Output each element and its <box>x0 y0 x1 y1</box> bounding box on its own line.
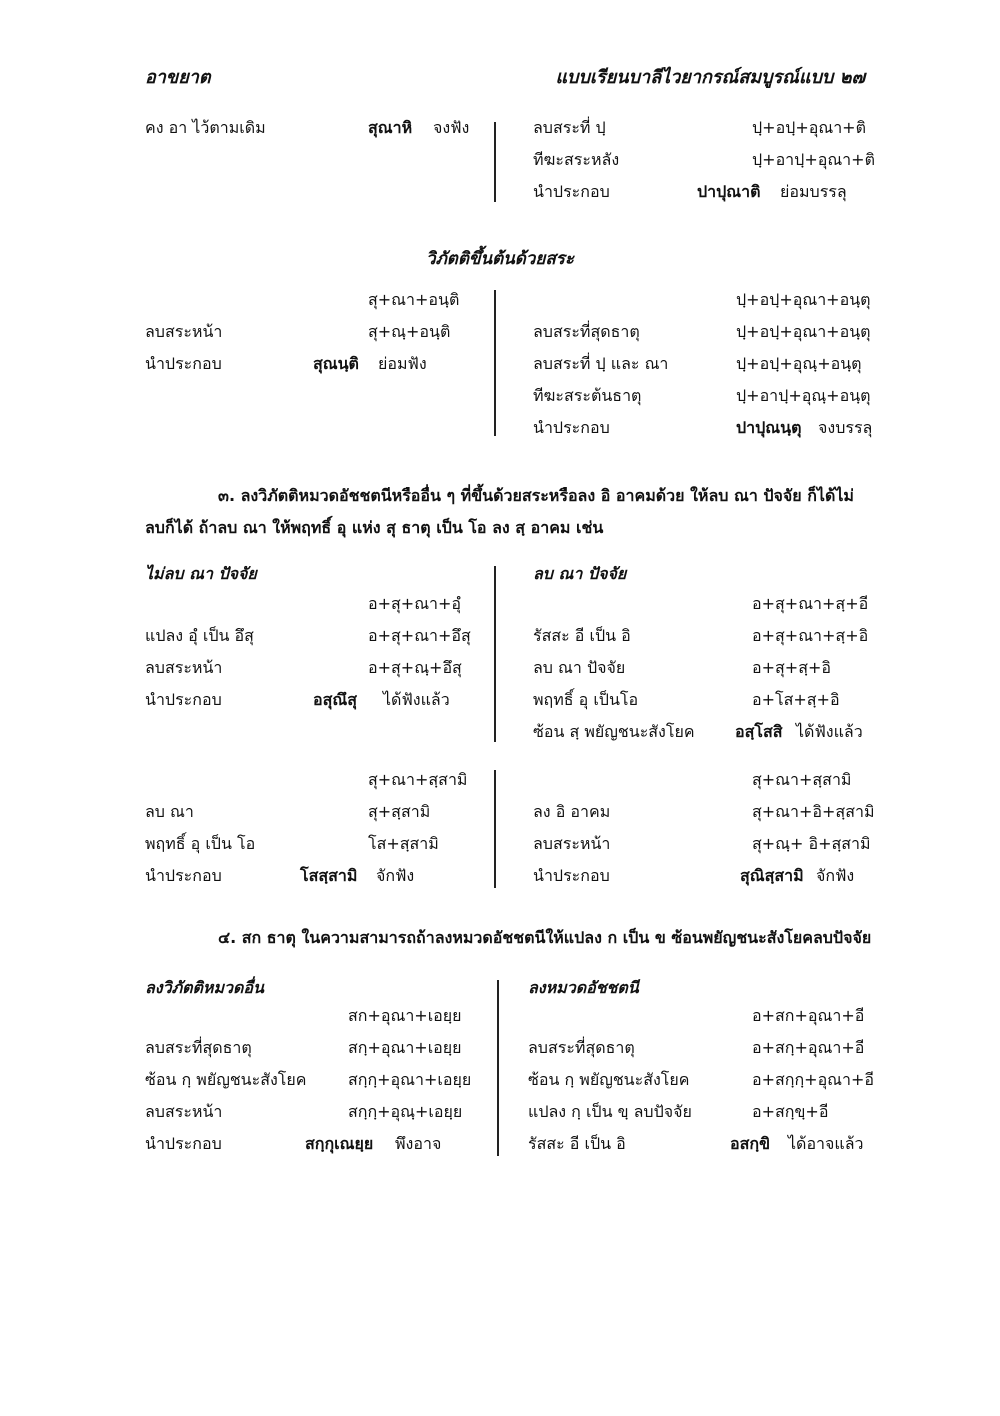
row-label: ทีฆะสระต้นธาตุ <box>533 386 642 405</box>
row-label: คง อา ไว้ตามเดิม <box>145 118 266 137</box>
formula: สุ+ณฺ+ อิ+สฺสามิ <box>752 834 871 853</box>
row-label: พฤทธิ์ อุ เป็นโอ <box>533 690 639 709</box>
row-label: ลบสระหน้า <box>145 658 223 677</box>
formula: ปฺ+อปฺ+อุณา+อนฺตุ <box>736 290 871 309</box>
formula: อ+สุ+ณา+อึสุ <box>368 626 471 645</box>
row-label: นำประกอบ <box>533 866 610 885</box>
running-head-left: อาขยาต <box>145 67 211 88</box>
row-label: นำประกอบ <box>533 418 610 437</box>
column-heading: ลงวิภัตติหมวดอื่น <box>145 978 264 997</box>
row-label: นำประกอบ <box>145 690 222 709</box>
formula: สกฺกฺ+อุณฺ+เอยฺย <box>348 1102 463 1121</box>
column-heading: ลบ ณา ปัจจัย <box>533 564 627 583</box>
result-meaning: จงบรรลุ <box>818 418 873 437</box>
formula: อ+สกฺ+อุณา+อี <box>752 1038 865 1057</box>
result-meaning: จงฟัง <box>433 118 470 137</box>
column-divider <box>497 980 499 1156</box>
formula: สุ+ณา+อิ+สฺสามิ <box>752 802 875 821</box>
row-label: แปลง กฺ เป็น ขฺ ลบปัจจัย <box>528 1102 692 1121</box>
formula: สุ+ณา+สฺสามิ <box>368 770 468 789</box>
result-word: สุณนฺติ <box>313 354 359 373</box>
row-label: ลบสระที่ ปฺ <box>533 118 606 137</box>
row-label: รัสสะ อี เป็น อิ <box>533 626 631 645</box>
row-label: ลบสระหน้า <box>145 1102 223 1121</box>
row-label: พฤทธิ์ อุ เป็น โอ <box>145 834 256 853</box>
formula: อ+สุ+ณฺ+อึสุ <box>368 658 462 677</box>
row-label: ลง อิ อาคม <box>533 802 611 821</box>
result-meaning: ได้ฟังแล้ว <box>796 722 863 741</box>
row-label: นำประกอบ <box>145 866 222 885</box>
rule-paragraph-line1: ๓. ลงวิภัตติหมวดอัชชตนีหรืออื่น ๆ ที่ขึ้นด้วยสระหรือลง อิ อาคมด้วย ให้ลบ ณา ปัจจัย ก็ได้ไม่ <box>218 486 854 505</box>
row-label: แปลง อุํ เป็น อึสุ <box>145 626 254 645</box>
row-label: ลบ ณา <box>145 802 194 821</box>
column-divider <box>494 566 496 742</box>
row-label: นำประกอบ <box>145 354 222 373</box>
formula: สุ+ณา+อนฺติ <box>368 290 460 309</box>
row-label: ลบสระที่สุดธาตุ <box>533 322 640 341</box>
row-label: ลบสระที่สุดธาตุ <box>145 1038 252 1057</box>
result-word: สกฺกุเณยฺย <box>305 1134 374 1153</box>
row-label: ลบสระหน้า <box>145 322 223 341</box>
formula: อ+สุ+ณา+สฺ+อี <box>752 594 869 613</box>
result-word: สุณาหิ <box>368 118 413 137</box>
row-label: ซ้อน สฺ พยัญชนะสังโยค <box>533 722 695 741</box>
column-heading: ไม่ลบ ณา ปัจจัย <box>145 564 257 583</box>
rule-paragraph-line2: ลบก็ได้ ถ้าลบ ณา ให้พฤทธิ์ อุ แห่ง สุ ธาตุ เป็น โอ ลง สฺ อาคม เช่น <box>145 518 604 537</box>
result-meaning: ได้อาจแล้ว <box>788 1134 864 1153</box>
formula: ปฺ+อปฺ+อุณา+ติ <box>752 118 866 137</box>
row-label: ซ้อน กฺ พยัญชนะสังโยค <box>528 1070 690 1089</box>
result-word: อสกฺขิ <box>730 1134 770 1153</box>
result-word: อสุณึสุ <box>313 690 357 709</box>
running-head-right: แบบเรียนบาลีไวยากรณ์สมบูรณ์แบบ ๒๗ <box>555 67 865 88</box>
row-label: ลบสระหน้า <box>533 834 611 853</box>
column-heading: ลงหมวดอัชชตนี <box>528 978 639 997</box>
result-word: ปาปุณนฺตุ <box>736 418 802 437</box>
row-label: ทีฆะสระหลัง <box>533 150 620 169</box>
row-label: ลบสระที่ ปฺ และ ณา <box>533 354 669 373</box>
formula: ปฺ+อปฺ+อุณฺ+อนฺตุ <box>736 354 862 373</box>
formula: อ+โส+สฺ+อิ <box>752 690 840 709</box>
formula: ปฺ+อาปฺ+อุณฺ+อนฺตุ <box>736 386 871 405</box>
result-word: ปาปุณาติ <box>697 182 761 201</box>
formula: สก+อุณา+เอยฺย <box>348 1006 462 1025</box>
result-meaning: จักฟัง <box>376 866 415 885</box>
result-meaning: ย่อมบรรลุ <box>780 182 847 201</box>
row-label: รัสสะ อี เป็น อิ <box>528 1134 626 1153</box>
column-divider <box>494 122 496 202</box>
formula: อ+สกฺกฺ+อุณา+อี <box>752 1070 875 1089</box>
row-label: ลบ ณา ปัจจัย <box>533 658 626 677</box>
result-word: อสฺโสสิ <box>735 722 783 741</box>
column-divider <box>494 770 496 888</box>
formula: อ+สุ+ณา+อุํ <box>368 594 462 613</box>
row-label: ลบสระที่สุดธาตุ <box>528 1038 635 1057</box>
section-title: วิภัตติขึ้นต้นด้วยสระ <box>426 249 574 269</box>
formula: อ+สุ+ณา+สฺ+อิ <box>752 626 869 645</box>
formula: โส+สฺสามิ <box>368 834 439 853</box>
row-label: นำประกอบ <box>533 182 610 201</box>
result-word: โสสฺสามิ <box>300 866 358 885</box>
result-word: สุณิสฺสามิ <box>740 866 804 885</box>
formula: อ+สก+อุณา+อี <box>752 1006 865 1025</box>
column-divider <box>494 290 496 436</box>
formula: ปฺ+อปฺ+อุณา+อนฺตุ <box>736 322 871 341</box>
formula: ปฺ+อาปฺ+อุณา+ติ <box>752 150 875 169</box>
result-meaning: ย่อมฟัง <box>378 354 427 373</box>
row-label: ซ้อน กฺ พยัญชนะสังโยค <box>145 1070 307 1089</box>
formula: สุ+ณฺ+อนฺติ <box>368 322 451 341</box>
formula: สกฺกฺ+อุณา+เอยฺย <box>348 1070 472 1089</box>
result-meaning: พึงอาจ <box>395 1134 442 1153</box>
row-label: นำประกอบ <box>145 1134 222 1153</box>
formula: สกฺ+อุณา+เอยฺย <box>348 1038 462 1057</box>
formula: อ+สุ+สฺ+อิ <box>752 658 831 677</box>
result-meaning: ได้ฟังแล้ว <box>383 690 450 709</box>
formula: สุ+ณา+สฺสามิ <box>752 770 852 789</box>
formula: สุ+สฺสามิ <box>368 802 431 821</box>
result-meaning: จักฟัง <box>816 866 855 885</box>
formula: อ+สกฺขฺ+อี <box>752 1102 829 1121</box>
rule-paragraph: ๔. สก ธาตุ ในความสามารถถ้าลงหมวดอัชชตนีให้แปลง ก เป็น ข ซ้อนพยัญชนะสังโยคลบปัจจัย <box>218 928 872 947</box>
